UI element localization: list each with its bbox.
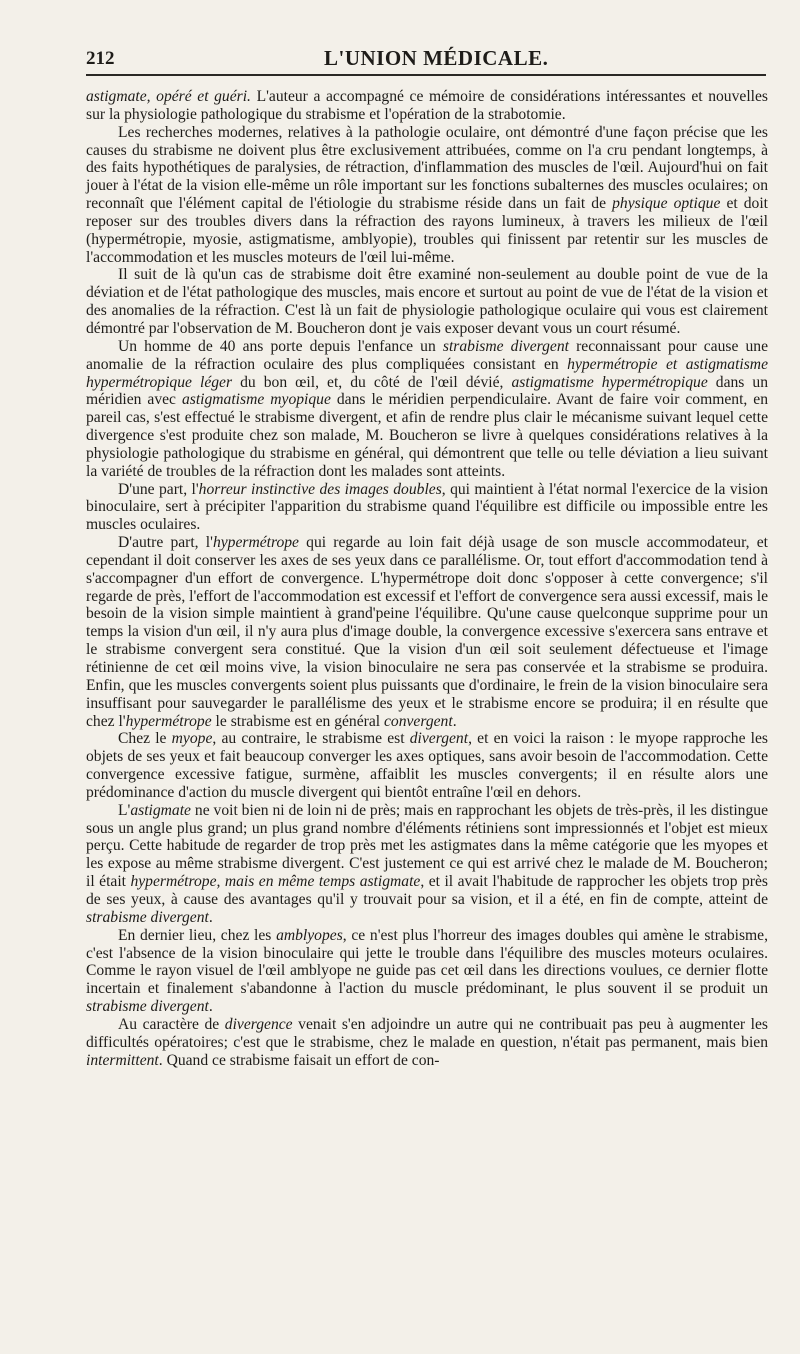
text-run: Au caractère de (118, 1015, 225, 1033)
page-header (86, 42, 768, 72)
text-run: , qui maintient à l'état normal l'exercice de la vision binoculaire, sert à précipiter l'apparition du strabisme quand l'équilibre est difficile ou impossible entre les muscles oculaires. (86, 480, 768, 534)
paragraph (86, 88, 768, 124)
italic-text: hypermétrope, mais en même temps astigmate (130, 873, 421, 891)
italic-text: myope (171, 730, 213, 748)
text-run: D'une part, l' (118, 480, 199, 498)
text-run: . (452, 712, 457, 730)
paragraph (86, 534, 768, 730)
paragraph (86, 124, 768, 267)
italic-text: hypermétropie et astigmatisme hypermétropique léger (86, 355, 768, 391)
text-run: Un homme de 40 ans porte depuis l'enfance un (118, 337, 443, 355)
italic-text: strabisme divergent (86, 998, 209, 1016)
text-run: Les recherches modernes, relatives à la pathologie oculaire, ont démontré d'une façon précise que les causes du strabisme ne doivent plus être exclusivement attribuées, comme on l'a cru pendant longtemps, à des faits hypothétiques de paralysies, de rétraction, d'inflammation des muscles de l'œil. Aujourd'hui on fait jouer à l'état de la vision elle-même un rôle important sur les fonctions subalternes des muscles oculaires; on reconnaît que l'élément capital de l'étiologie du strabisme réside dans un fait de (86, 123, 768, 213)
text-run: , et il avait l'habitude de rapprocher les objets trop près de ses yeux, à cause des avantages qu'il y trouvait pour sa vision, et il a été, en fin de compte, atteint de (86, 873, 768, 908)
text-run: , au contraire, le strabisme est (212, 730, 410, 748)
text-run: . Quand ce strabisme faisait un effort de con- (158, 1051, 440, 1069)
italic-text: astigmatisme myopique (181, 391, 331, 409)
header-rule (86, 74, 766, 76)
text-run: Chez le (118, 730, 172, 748)
text-run: dans un méridien avec (86, 373, 769, 409)
italic-text: intermittent (86, 1051, 159, 1069)
italic-text: amblyopes (276, 926, 343, 944)
italic-text: horreur instinctive des images doubles (198, 480, 442, 498)
text-run: En dernier lieu, chez les (118, 926, 277, 944)
italic-text: divergence (224, 1015, 293, 1033)
paragraph (86, 730, 768, 801)
page-number: 212 (86, 48, 115, 69)
italic-text: convergent (383, 712, 453, 730)
text-run: . (208, 908, 213, 926)
text-run: D'autre part, l' (118, 534, 213, 552)
text-run: ne voit bien ni de loin ni de près; mais en rapprochant les objets de très-près, il les distingue sous un angle plus grand; un plus grand nombre d'éléments rétiniens sont impressionnés et l'objet est mieux perçu. Cette habitude de regarder de trop près met les astigmates dans la même catégorie que les myopes et les expose au même strabisme divergent. C'est justement ce qui est arrivé chez le malade de M. Boucheron; il était (86, 801, 768, 891)
italic-text: astigmatisme hypermétropique (511, 373, 708, 391)
text-run: L'auteur a accompagné ce mémoire de considérations intéressantes et nouvelles sur la physiologie pathologique du strabisme et l'opération de la strabotomie. (86, 88, 768, 123)
italic-text: strabisme divergent (86, 908, 209, 926)
text-run: et doit reposer sur des troubles divers dans la réfraction des rayons lumineux, à travers les milieux de l'œil (hypermétropie, myosie, astigmatisme, amblyopie), troubles qui finissent par retentir sur les muscles de l'accommodation et les muscles moteurs de l'œil lui-même. (86, 195, 769, 266)
paragraph (86, 481, 768, 535)
running-title: L'UNION MÉDICALE. (324, 46, 549, 70)
text-run: du bon œil, et, du côté de l'œil dévié, (232, 373, 512, 391)
text-run: reconnaissant pour cause une anomalie de la réfraction oculaire des plus compliquées consistant en (86, 337, 769, 373)
italic-text: physique optique (612, 195, 721, 213)
paragraph (86, 338, 768, 481)
italic-text: astigmate, opéré et guéri. (86, 88, 251, 105)
text-run: venait s'en adjoindre un autre qui ne contribuait pas peu à augmenter les difficultés opératoires; c'est que le strabisme, chez le malade en question, n'était pas permanent, mais bien (86, 1015, 769, 1051)
text-run: qui regarde au loin fait déjà usage de son muscle accommodateur, et cependant il doit conserver les axes de ses yeux dans ce parallélisme. Or, tout effort d'accommodation tend à s'accompagner d'un effort de convergence. L'hypermétrope doit donc s'opposer à cette convergence; s'il regarde de près, l'effort de l'accommodation est excessif et l'effort de convergence sera aussi excessif, mais le besoin de la vision simple maintient à grand'peine l'équilibre. Qu'une cause quelconque supprime pour un temps la vision d'un œil, il n'y aura plus d'image double, la convergence excessive s'exercera sans entrave et le strabisme convergent sera constitué. Que la vision d'un œil soit seulement défectueuse et l'image rétinienne de cet œil moins vive, la vision binoculaire ne sera pas conservée et la strabisme se produira. Enfin, que les muscles convergents soient plus puissants que d'ordinaire, le frein de la vision binoculaire sera insuffisant pour sauvegarder le parallélisme des yeux et le strabisme encore se produira; il en résulte que chez l' (86, 534, 768, 730)
paragraph (86, 266, 768, 337)
italic-text: hypermétrope (212, 534, 299, 552)
italic-text: hypermétrope (125, 712, 212, 730)
text-run: , et en voici la raison : le myope rapproche les objets de ses yeux et fait beaucoup converger les axes optiques, sans avoir besoin de l'accommodation. Cette convergence excessive fatigue, surmène, affaiblit les muscles convergents; il en résulte alors une prédominance d'action du muscle divergent qui bientôt entraîne l'œil en dehors. (86, 730, 769, 801)
italic-text: strabisme divergent (442, 337, 569, 355)
text-run: dans le méridien perpendiculaire. Avant de faire voir comment, en pareil cas, s'est effectué le strabisme divergent, et afin de rendre plus clair le mécanisme suivant lequel cette divergence s'est produite chez son malade, M. Boucheron se livre à quelques considérations relatives à la physiologie pathologique du strabisme en général, qui démontrent que telle ou telle déviation a lieu suivant la variété de troubles de la réfraction dont les malades sont atteints. (86, 391, 769, 480)
text-run: , ce n'est plus l'horreur des images doubles qui amène le strabisme, c'est l'absence de la vision binoculaire qui jette le trouble dans l'équilibre des muscles moteurs oculaires. Comme le rayon visuel de l'œil amblyope ne guide pas cet œil dans les directions voulues, ce dernier flotte incertain et finalement s'abandonne à l'action du muscle prédominant, le plus souvent il se produit un (86, 926, 769, 998)
text-run: L' (118, 801, 131, 819)
paragraph (86, 927, 768, 1016)
text-run: le strabisme est en général (211, 712, 384, 730)
paragraph (86, 1016, 768, 1070)
italic-text: divergent (409, 730, 469, 748)
text-run: . (208, 998, 213, 1016)
italic-text: astigmate (130, 801, 191, 819)
article-body (86, 88, 768, 1069)
text-run: Il suit de là qu'un cas de strabisme doit être examiné non-seulement au double point de vue de la déviation et de l'état pathologique des muscles, mais encore et surtout au point de vue de l'état de la vision et des anomalies de la réfraction. C'est là un fait de physiologie pathologique oculaire qui vous est clairement démontré par l'observation de M. Boucheron dont je vais exposer devant vous un court résumé. (86, 266, 768, 337)
paragraph (86, 802, 768, 927)
